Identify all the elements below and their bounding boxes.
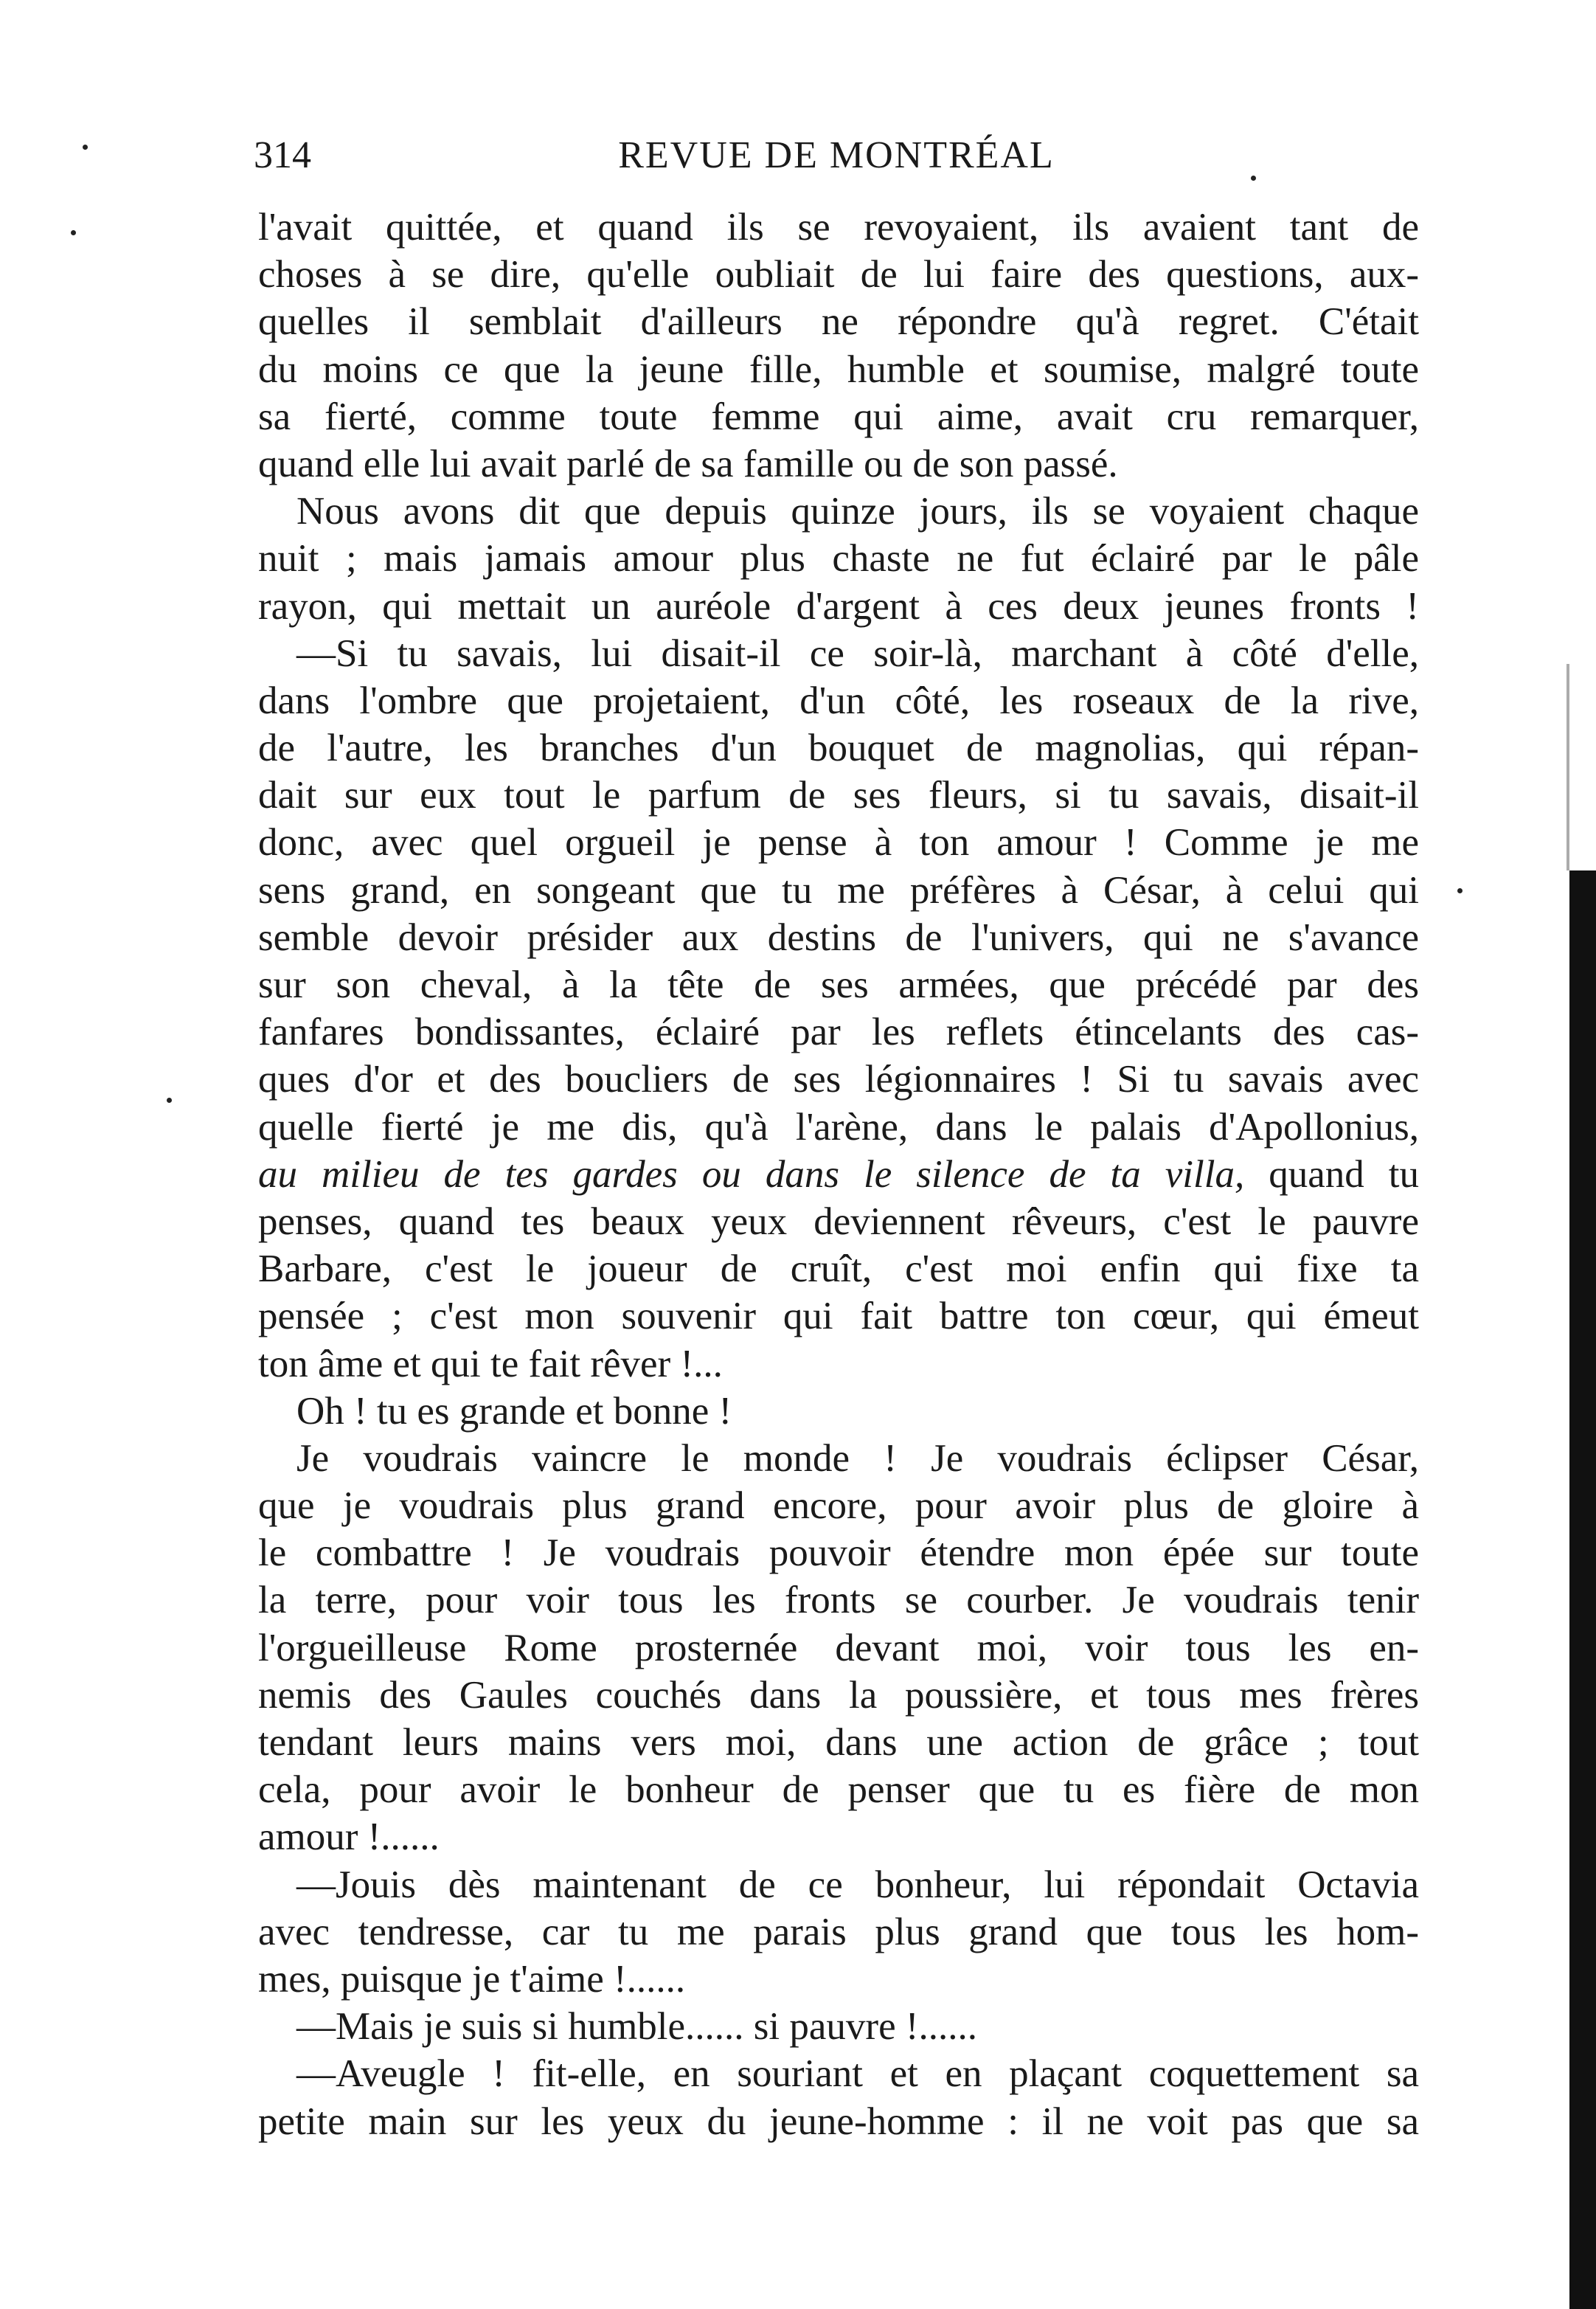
text-line: cela, pour avoir le bonheur de penser que tu es fière de mon (258, 1768, 1419, 1812)
text-line: choses à se dire, qu'elle oubliait de lui faire des questions, aux- (258, 253, 1419, 297)
text-line: avec tendresse, car tu me parais plus grand que tous les hom- (258, 1910, 1419, 1953)
text-line: —Aveugle ! fit-elle, en souriant et en plaçant coquettement sa (296, 2052, 1419, 2096)
italic-phrase: au milieu de tes gardes ou dans le silence de ta villa, (258, 1152, 1245, 1196)
page-number: 314 (254, 134, 311, 176)
text-line: donc, avec quel orgueil je pense à ton amour ! Comme je me (258, 821, 1419, 865)
running-head (254, 130, 1419, 181)
text-line: l'orgueilleuse Rome prosternée devant moi, voir tous les en- (258, 1626, 1419, 1669)
text-line: de l'autre, les branches d'un bouquet de magnolias, qui répan- (258, 727, 1419, 770)
body-text (258, 204, 1419, 2145)
text-line: l'avait quittée, et quand ils se revoyaient, ils avaient tant de (258, 206, 1419, 249)
text-line: mes, puisque je t'aime !...... (258, 1957, 686, 2001)
text-line: le combattre ! Je voudrais pouvoir étendre mon épée sur toute (258, 1531, 1419, 1575)
scan-speck (83, 145, 88, 150)
scan-speck (167, 1098, 172, 1103)
text-line: dans l'ombre que projetaient, d'un côté, les roseaux de la rive, (258, 679, 1419, 722)
text-line: sa fierté, comme toute femme qui aime, avait cru remarquer, (258, 395, 1419, 438)
text-line (258, 1151, 1419, 1198)
scan-speck (1457, 888, 1463, 893)
scan-edge-line (1566, 664, 1569, 870)
text-line: fanfares bondissantes, éclairé par les reflets étincelants des cas- (258, 1011, 1419, 1054)
text-line: sens grand, en songeant que tu me préfères à César, à celui qui (258, 868, 1419, 912)
scan-speck (71, 230, 76, 235)
text-line: que je voudrais plus grand encore, pour avoir plus de gloire à (258, 1484, 1419, 1528)
text-line: ques d'or et des boucliers de ses légionnaires ! Si tu savais avec (258, 1058, 1419, 1101)
text-line: Oh ! tu es grande et bonne ! (296, 1389, 732, 1433)
text-line: amour !...... (258, 1815, 440, 1859)
text-line: quelles il semblait d'ailleurs ne répondre qu'à regret. C'était (258, 300, 1419, 344)
text-line: du moins ce que la jeune fille, humble et soumise, malgré toute (258, 347, 1419, 391)
text-line: pensée ; c'est mon souvenir qui fait battre ton cœur, qui émeut (258, 1295, 1419, 1338)
scan-edge-shadow (1569, 870, 1596, 2309)
text-line: ton âme et qui te fait rêver !... (258, 1342, 723, 1385)
text-line: la terre, pour voir tous les fronts se courber. Je voudrais tenir (258, 1579, 1419, 1622)
text-line: Nous avons dit que depuis quinze jours, ils se voyaient chaque (296, 490, 1419, 533)
text-line: semble devoir présider aux destins de l'univers, qui ne s'avance (258, 915, 1419, 959)
text-line: penses, quand tes beaux yeux deviennent rêveurs, c'est le pauvre (258, 1199, 1419, 1243)
scan-speck (1251, 176, 1256, 181)
text-line: Je voudrais vaincre le monde ! Je voudrais éclipser César, (296, 1436, 1419, 1480)
text-line: tendant leurs mains vers moi, dans une action de grâce ; tout (258, 1721, 1419, 1764)
text-line-segment: quand tu (1244, 1152, 1420, 1196)
journal-title: REVUE DE MONTRÉAL (618, 134, 1055, 176)
text-line: rayon, qui mettait un auréole d'argent à ces deux jeunes fronts ! (258, 584, 1419, 628)
text-line: Barbare, c'est le joueur de cruît, c'est moi enfin qui fixe ta (258, 1247, 1419, 1291)
text-line: —Jouis dès maintenant de ce bonheur, lui répondait Octavia (296, 1863, 1419, 1906)
text-line: petite main sur les yeux du jeune-homme : il ne voit pas que sa (258, 2099, 1419, 2143)
text-line: nuit ; mais jamais amour plus chaste ne fut éclairé par le pâle (258, 537, 1419, 581)
text-line: dait sur eux tout le parfum de ses fleurs, si tu savais, disait-il (258, 774, 1419, 817)
text-line: —Mais je suis si humble...... si pauvre !...... (296, 2005, 977, 2049)
text-line: quand elle lui avait parlé de sa famille ou de son passé. (258, 442, 1118, 485)
text-line: —Si tu savais, lui disait-il ce soir-là, marchant à côté d'elle, (296, 631, 1419, 675)
text-line: nemis des Gaules couchés dans la poussière, et tous mes frères (258, 1673, 1419, 1717)
text-line: sur son cheval, à la tête de ses armées, que précédé par des (258, 963, 1419, 1006)
text-line: quelle fierté je me dis, qu'à l'arène, dans le palais d'Apollonius, (258, 1105, 1419, 1149)
